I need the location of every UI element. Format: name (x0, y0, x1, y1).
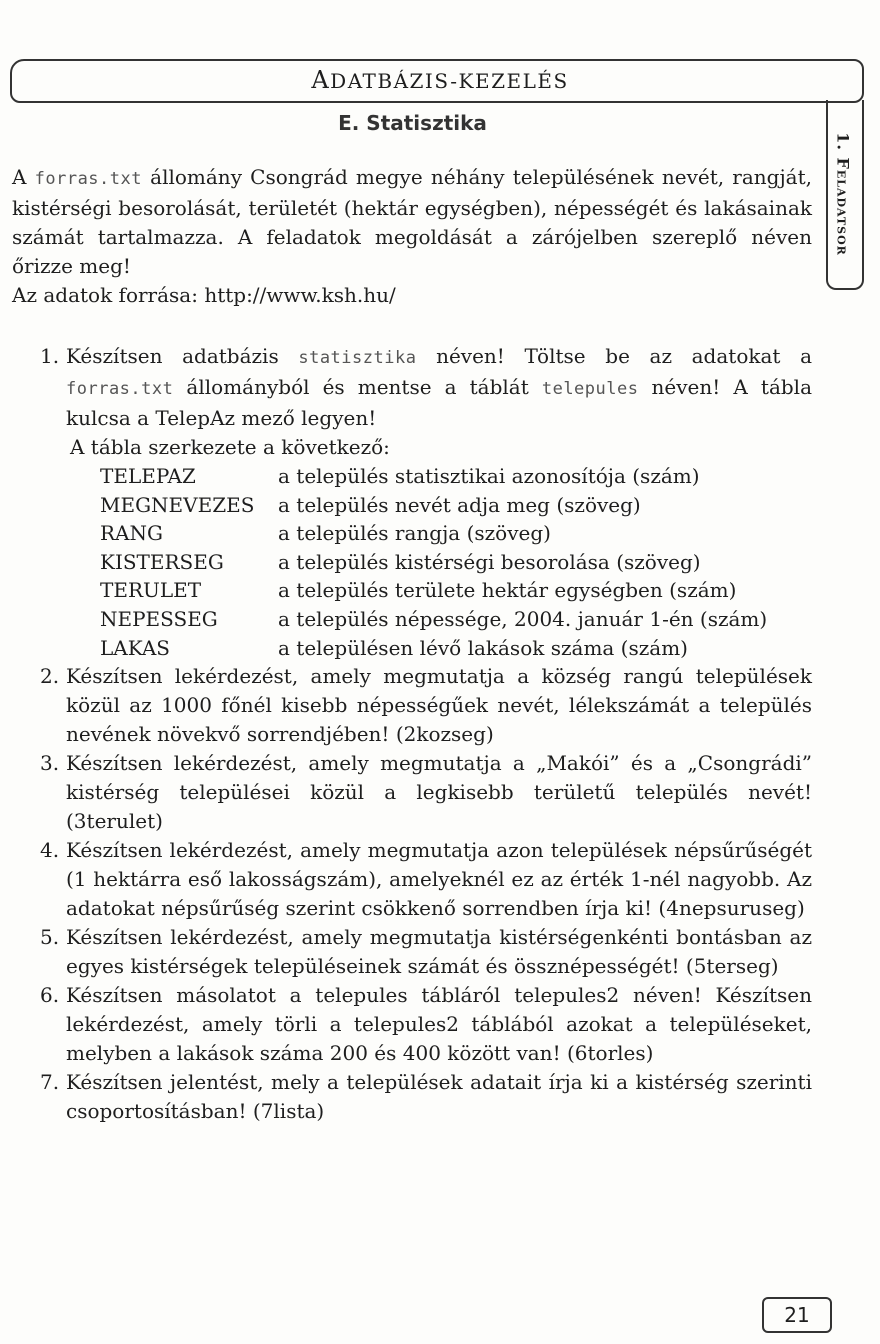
chapter-title (0, 66, 880, 94)
field-name: TERULET (100, 578, 202, 603)
field-row (100, 548, 767, 577)
field-row (100, 462, 767, 491)
field-row (100, 634, 767, 663)
task1-text-4: néven! A tábla kulcsa a TelepAz mező legyen! (66, 375, 812, 430)
intro-text-2: állomány Csongrád megye néhány településének nevét, rangját, kistérségi besorolását, területét (hektár egységben), népességét és lakásainak számát tartalmazza. A feladatok megoldását a zárójelben szereplő néven őrizze meg! (12, 165, 812, 278)
field-row (100, 605, 767, 634)
task-number: 2. (40, 664, 60, 689)
task-text: Készítsen lekérdezést, amely megmutatja azon települések népsűrűségét (1 hektárra eső lakosságszám), amelyeknél ez az érték 1-nél nagyobb. Az adatokat népsűrűség szerint csökkenő sorrendben írja ki! (4nepsuruseg) (66, 838, 812, 921)
task1-text-1: Készítsen adatbázis (66, 344, 299, 368)
task-item (12, 981, 812, 1068)
section-title: E. Statisztika (338, 111, 487, 135)
field-row (100, 491, 767, 520)
task-list (12, 342, 812, 662)
task1-db-name: statisztika (298, 348, 417, 368)
chapter-title-rest: DATBÁZIS-KEZELÉS (330, 69, 569, 93)
field-description: a település területe hektár egységben (szám) (278, 578, 737, 603)
side-tab-label: 1. Feladatsor (833, 132, 853, 256)
task1-text-3: állományból és mentse a táblát (173, 375, 542, 399)
field-description: a település statisztikai azonosítója (szám) (278, 464, 700, 488)
task-item (12, 1068, 812, 1126)
task1-table-name: telepules (541, 379, 639, 399)
task-text: Készítsen lekérdezést, amely megmutatja kistérségenkénti bontásban az egyes kistérségek településeinek számát és össznépességét! (5terseg) (66, 925, 812, 979)
task-item (12, 749, 812, 836)
task-number: 5. (40, 925, 60, 950)
intro-text-1: A (12, 165, 35, 189)
task-number: 4. (40, 838, 60, 863)
field-name: KISTERSEG (100, 549, 224, 574)
structure-intro: A tábla szerkezete a következő: (70, 435, 390, 459)
task1-filename: forras.txt (66, 379, 174, 399)
task-item (12, 923, 812, 981)
field-table (100, 462, 767, 662)
task-text: Készítsen lekérdezést, amely megmutatja a „Makói” és a „Csongrádi” kistérség települései közül a legkisebb területű település nevét! (3terulet) (66, 751, 812, 834)
field-row (100, 519, 767, 548)
task-item (12, 836, 812, 923)
field-description: a településen lévő lakások száma (szám) (278, 635, 688, 660)
field-description: a település népessége, 2004. január 1-én (szám) (278, 606, 768, 631)
task-number: 6. (40, 983, 60, 1008)
field-description: a település rangja (szöveg) (278, 521, 551, 546)
field-name: TELEPAZ (100, 464, 196, 488)
task-number: 3. (40, 751, 60, 776)
field-description: a település nevét adja meg (szöveg) (278, 492, 641, 517)
field-description: a település kistérségi besorolása (szöveg) (278, 549, 701, 574)
chapter-title-initial: A (311, 66, 331, 94)
task-number: 7. (40, 1070, 60, 1095)
field-name: RANG (100, 521, 163, 546)
task-text: Készítsen másolatot a telepules tábláról telepules2 néven! Készítsen lekérdezést, amely törli a telepules2 táblából azokat a településeket, melyben a lakások száma 200 és 400 között van! (6torles) (66, 983, 812, 1066)
intro-filename: forras.txt (34, 169, 142, 189)
page-number: 21 (762, 1297, 832, 1333)
task1-text-2: néven! Töltse be az adatokat a (416, 344, 813, 368)
task-text: Készítsen lekérdezést, amely megmutatja a község rangú települések közül az 1000 főnél kisebb népességűek nevét, lélekszámát a település nevének növekvő sorrendjében! (2kozseg) (66, 664, 812, 747)
field-row (100, 576, 767, 605)
task-item (12, 662, 812, 749)
field-name: LAKAS (100, 635, 170, 660)
task-text: Készítsen jelentést, mely a települések adatait írja ki a kistérség szerinti csoportosításban! (7lista) (66, 1070, 812, 1124)
task-list-rest (12, 662, 812, 1126)
source-line: Az adatok forrása: http://www.ksh.hu/ (12, 283, 396, 307)
field-name: MEGNEVEZES (100, 492, 255, 517)
task-number: 1. (40, 344, 60, 368)
page-content (12, 163, 812, 1126)
field-name: NEPESSEG (100, 606, 218, 631)
intro-paragraph (12, 163, 812, 281)
task-item (12, 342, 812, 662)
